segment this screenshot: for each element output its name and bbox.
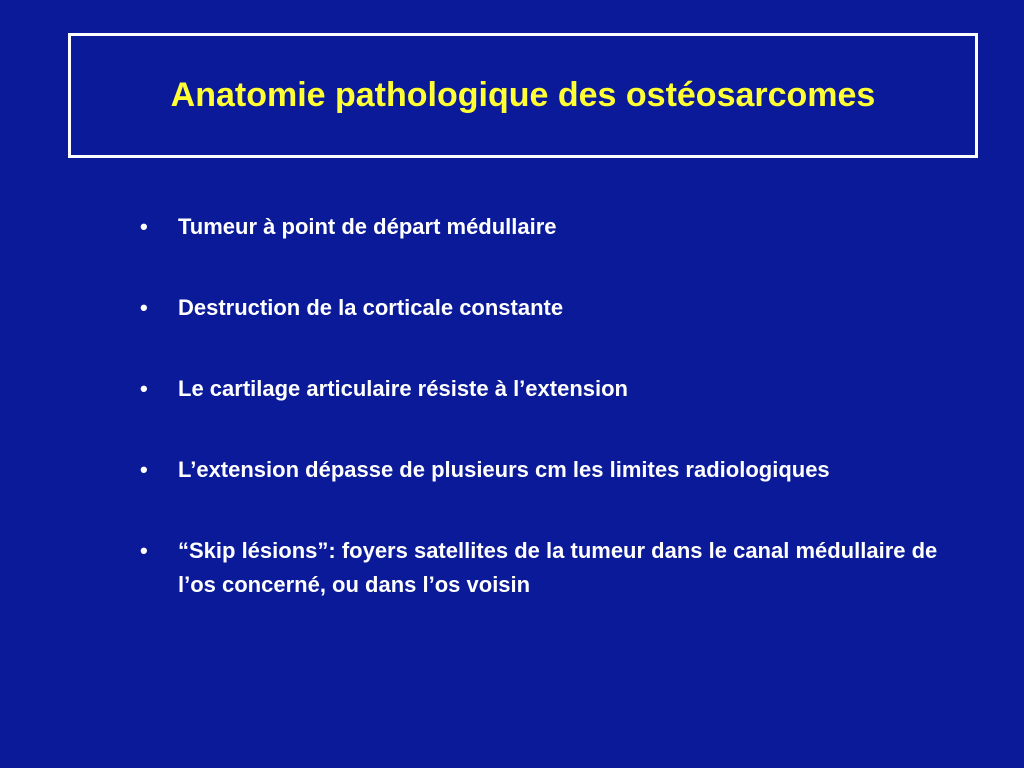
bullet-list: [140, 210, 980, 602]
slide-title: Anatomie pathologique des ostéosarcomes: [170, 76, 876, 114]
bullet-item: [140, 291, 980, 325]
bullet-marker: •: [140, 457, 148, 482]
title-box: [68, 33, 978, 158]
bullet-marker: •: [140, 376, 148, 401]
bullet-text: Le cartilage articulaire résiste à l’extension: [178, 376, 628, 401]
bullet-item: [140, 210, 980, 244]
bullet-item: [140, 534, 980, 602]
bullet-text: Destruction de la corticale constante: [178, 295, 564, 320]
bullet-text: “Skip lésions”: foyers satellites de la tumeur dans le canal médullaire de l’os concerné, ou dans l’os voisin: [178, 538, 938, 597]
bullet-marker: •: [140, 295, 148, 320]
bullet-text: L’extension dépasse de plusieurs cm les limites radiologiques: [178, 457, 830, 482]
bullet-marker: •: [140, 538, 148, 563]
bullet-text: Tumeur à point de départ médullaire: [178, 214, 557, 239]
bullet-marker: •: [140, 214, 148, 239]
bullet-item: [140, 453, 980, 487]
bullet-item: [140, 372, 980, 406]
